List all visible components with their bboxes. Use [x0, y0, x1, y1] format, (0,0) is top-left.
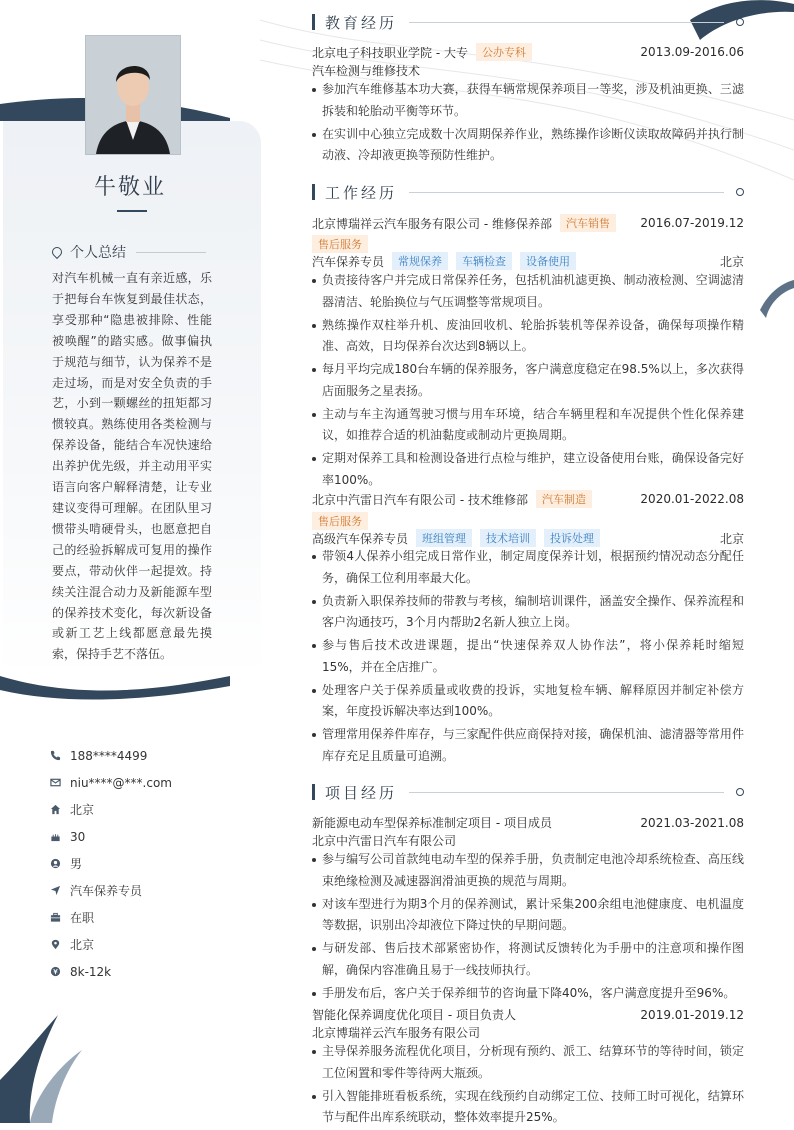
contact-text: 北京 — [70, 803, 95, 817]
contact-text: 汽车保养专员 — [70, 884, 143, 898]
list-item: 参与售后技术改进课题，提出“快速保养双人协作法”，将小保养耗时缩短15%，并在全店推广。 — [312, 635, 744, 678]
contact-text: 在职 — [70, 911, 95, 925]
list-item: 在实训中心独立完成数十次周期保养作业，熟练操作诊断仪读取故障码并执行制动液、冷却液更换等预防性维护。 — [312, 124, 744, 167]
skill-tag: 车辆检查 — [456, 252, 512, 270]
major: 汽车检测与维修技术 — [312, 64, 421, 78]
list-item: 定期对保养工具和检测设备进行点检与维护，建立设备使用台账，确保设备完好率100%。 — [312, 448, 744, 491]
pin-icon — [50, 245, 64, 259]
status-icon — [50, 912, 61, 923]
section-title: 教育经历 — [325, 13, 398, 32]
project-company: 北京中汽雷日汽车有限公司 — [312, 834, 457, 848]
contact-text: 8k-12k — [70, 964, 112, 979]
project-name: 新能源电动车型保养标准制定项目 - 项目成员 — [312, 816, 552, 830]
heading-bar — [312, 184, 315, 200]
job-tag-row — [312, 235, 744, 253]
job-tag-row — [312, 512, 744, 530]
work-heading — [312, 181, 744, 203]
section-title: 项目经历 — [325, 783, 398, 802]
list-item: 主动与车主沟通驾驶习惯与用车环境，结合车辆里程和车况提供个性化保养建议，如推荐合适的机油黏度或制动片更换周期。 — [312, 404, 744, 447]
contact-item — [50, 958, 172, 985]
pin-icon — [736, 188, 744, 196]
list-item: 每月平均完成180台车辆的保养服务，客户满意度稳定在98.5%以上，多次获得店面服务之星表扬。 — [312, 359, 744, 402]
email-icon — [50, 777, 61, 788]
contact-text: 北京 — [70, 938, 95, 952]
project-name: 智能化保养调度优化项目 - 项目负责人 — [312, 1008, 516, 1022]
list-item: 手册发布后，客户关于保养细节的咨询量下降40%，客户满意度提升至96%。 — [312, 983, 744, 1005]
heading-line — [409, 792, 724, 793]
list-item: 主导保养服务流程优化项目，分析现有预约、派工、结算环节的等待时间，锁定工位闲置和零件等待两大瓶颈。 — [312, 1041, 744, 1084]
industry-tag: 汽车制造 — [536, 490, 592, 508]
heading-bar — [312, 784, 315, 800]
contact-text: 30 — [70, 829, 86, 844]
heading-bar — [312, 14, 315, 30]
pin-icon — [736, 18, 744, 26]
job-bullets — [312, 270, 744, 493]
location-icon — [50, 939, 61, 950]
age-icon — [50, 831, 61, 842]
project-company-row — [312, 1024, 744, 1041]
contact-item — [50, 742, 172, 769]
school-name: 北京电子科技职业学院 - 大专 — [312, 45, 468, 60]
school-tag: 公办专科 — [476, 43, 532, 61]
salary-icon — [50, 966, 61, 977]
skill-tag: 技术培训 — [480, 529, 536, 547]
list-item: 熟练操作双柱举升机、废油回收机、轮胎拆装机等保养设备，确保每项操作精准、高效，日均保养台次达到8辆以上。 — [312, 315, 744, 358]
contact-item — [50, 877, 172, 904]
contact-text: 男 — [70, 857, 83, 871]
company-name: 北京博瑞祥云汽车服务有限公司 - 维修保养部 — [312, 216, 552, 231]
list-item: 带领4人保养小组完成日常作业，制定周度保养计划，根据预约情况动态分配任务，确保工位利用率最大化。 — [312, 546, 744, 589]
skill-tag: 常规保养 — [392, 252, 448, 270]
contact-item — [50, 796, 172, 823]
phone-icon — [50, 750, 61, 761]
skill-tag: 班组管理 — [416, 529, 472, 547]
education-row — [312, 43, 744, 61]
heading-line — [409, 192, 724, 193]
company-name: 北京中汽雷日汽车有限公司 - 技术维修部 — [312, 492, 528, 507]
contact-item — [50, 823, 172, 850]
projects-heading — [312, 781, 744, 803]
list-item: 引入智能排班看板系统，实现在线预约自动绑定工位、技师工时可视化，结算环节与配件出库系统联动，整体效率提升25%。 — [312, 1086, 744, 1129]
list-item: 参加汽车维修基本功大赛，获得车辆常规保养项目一等奖，涉及机油更换、三滤拆装和轮胎动平衡等环节。 — [312, 79, 744, 122]
contact-item — [50, 769, 172, 796]
position: 汽车保养专员 — [312, 254, 385, 269]
summary-heading — [52, 242, 206, 262]
list-item: 负责接待客户并完成日常保养任务，包括机油机滤更换、制动液检测、空调滤清器清洁、轮胎换位与气压调整等常规项目。 — [312, 270, 744, 313]
contact-list — [50, 742, 172, 985]
heading-line — [409, 22, 724, 23]
position: 高级汽车保养专员 — [312, 531, 409, 546]
contact-item — [50, 904, 172, 931]
person-name: 牛敬业 — [93, 175, 166, 200]
project-name-row — [312, 1006, 744, 1023]
pin-icon — [736, 788, 744, 796]
summary-text: 对汽车机械一直有亲近感，乐于把每台车恢复到最佳状态，享受那种“隐患被排除、性能被唤醒”的踏实感。做事偏执于规范与细节，认为保养不是走过场，而是对安全负责的手艺，小到一颗螺丝的扭矩都习惯较真。熟练使用各类检测与保养设备，能结合车况快速给出养护优先级，并主动用平实语言向客户解释清楚，让专业建议变得可理解。在团队里习惯带头啃硬骨头，也愿意把自己的经验拆解成可复用的操作要点，带动伙伴一起提效。持续关注混合动力及新能源车型的保养技术变化，每次新设备或新工艺上线都愿意最先摸索，保持手艺不落伍。 — [52, 271, 212, 662]
job-bullets — [312, 546, 744, 769]
project-date: 2019.01-2019.12 — [640, 1007, 744, 1022]
job-company-row — [312, 214, 744, 232]
industry-tag: 汽车销售 — [560, 214, 616, 232]
list-item: 对该车型进行为期3个月的保养测试，累计采集200余组电池健康度、电机温度等数据，识别出冷却液位下降过快的早期问题。 — [312, 894, 744, 937]
job-position-row — [312, 529, 744, 547]
list-item: 处理客户关于保养质量或收费的投诉，实地复检车辆、解释原因并制定补偿方案，年度投诉解决率达到100%。 — [312, 680, 744, 723]
summary-title-line — [136, 252, 206, 253]
skill-tag: 设备使用 — [520, 252, 576, 270]
skill-tag: 投诉处理 — [544, 529, 600, 547]
job-city: 北京 — [719, 254, 744, 269]
project-bullets — [312, 849, 744, 1006]
contact-text: 188****4499 — [70, 748, 148, 763]
project-bullets — [312, 1041, 744, 1130]
name-divider — [117, 210, 147, 212]
home-icon — [50, 804, 61, 815]
job-company-row — [312, 490, 744, 508]
industry-tag: 售后服务 — [312, 235, 368, 253]
major-row — [312, 62, 744, 79]
contact-text: niu****@***.com — [70, 775, 172, 790]
gender-icon — [50, 858, 61, 869]
list-item: 参与编写公司首款纯电动车型的保养手册，负责制定电池冷却系统检查、高压线束绝缘检测及减速器润滑油更换的规范与周期。 — [312, 849, 744, 892]
job-icon — [50, 885, 61, 896]
project-name-row — [312, 814, 744, 831]
job-date: 2016.07-2019.12 — [640, 216, 744, 230]
education-bullets — [312, 79, 744, 168]
project-company-row — [312, 832, 744, 849]
list-item: 管理常用保养件库存，与三家配件供应商保持对接，确保机油、滤清器等常用件库存充足且质量可追溯。 — [312, 724, 744, 767]
avatar — [85, 35, 181, 155]
list-item: 与研发部、售后技术部紧密协作，将测试反馈转化为手册中的注意项和操作图解，确保内容准确且易于一线技师执行。 — [312, 938, 744, 981]
industry-tag: 售后服务 — [312, 512, 368, 530]
education-date: 2013.09-2016.06 — [640, 45, 744, 59]
project-date: 2021.03-2021.08 — [640, 815, 744, 830]
project-company: 北京博瑞祥云汽车服务有限公司 — [312, 1026, 481, 1040]
contact-item — [50, 850, 172, 877]
contact-item — [50, 931, 172, 958]
job-city: 北京 — [719, 531, 744, 546]
section-title: 工作经历 — [325, 183, 398, 202]
summary-title: 个人总结 — [70, 245, 126, 261]
education-heading — [312, 11, 744, 33]
list-item: 负责新入职保养技师的带教与考核，编制培训课件，涵盖安全操作、保养流程和客户沟通技巧，3个月内帮助2名新人独立上岗。 — [312, 591, 744, 634]
job-date: 2020.01-2022.08 — [640, 492, 744, 506]
job-position-row — [312, 252, 744, 270]
